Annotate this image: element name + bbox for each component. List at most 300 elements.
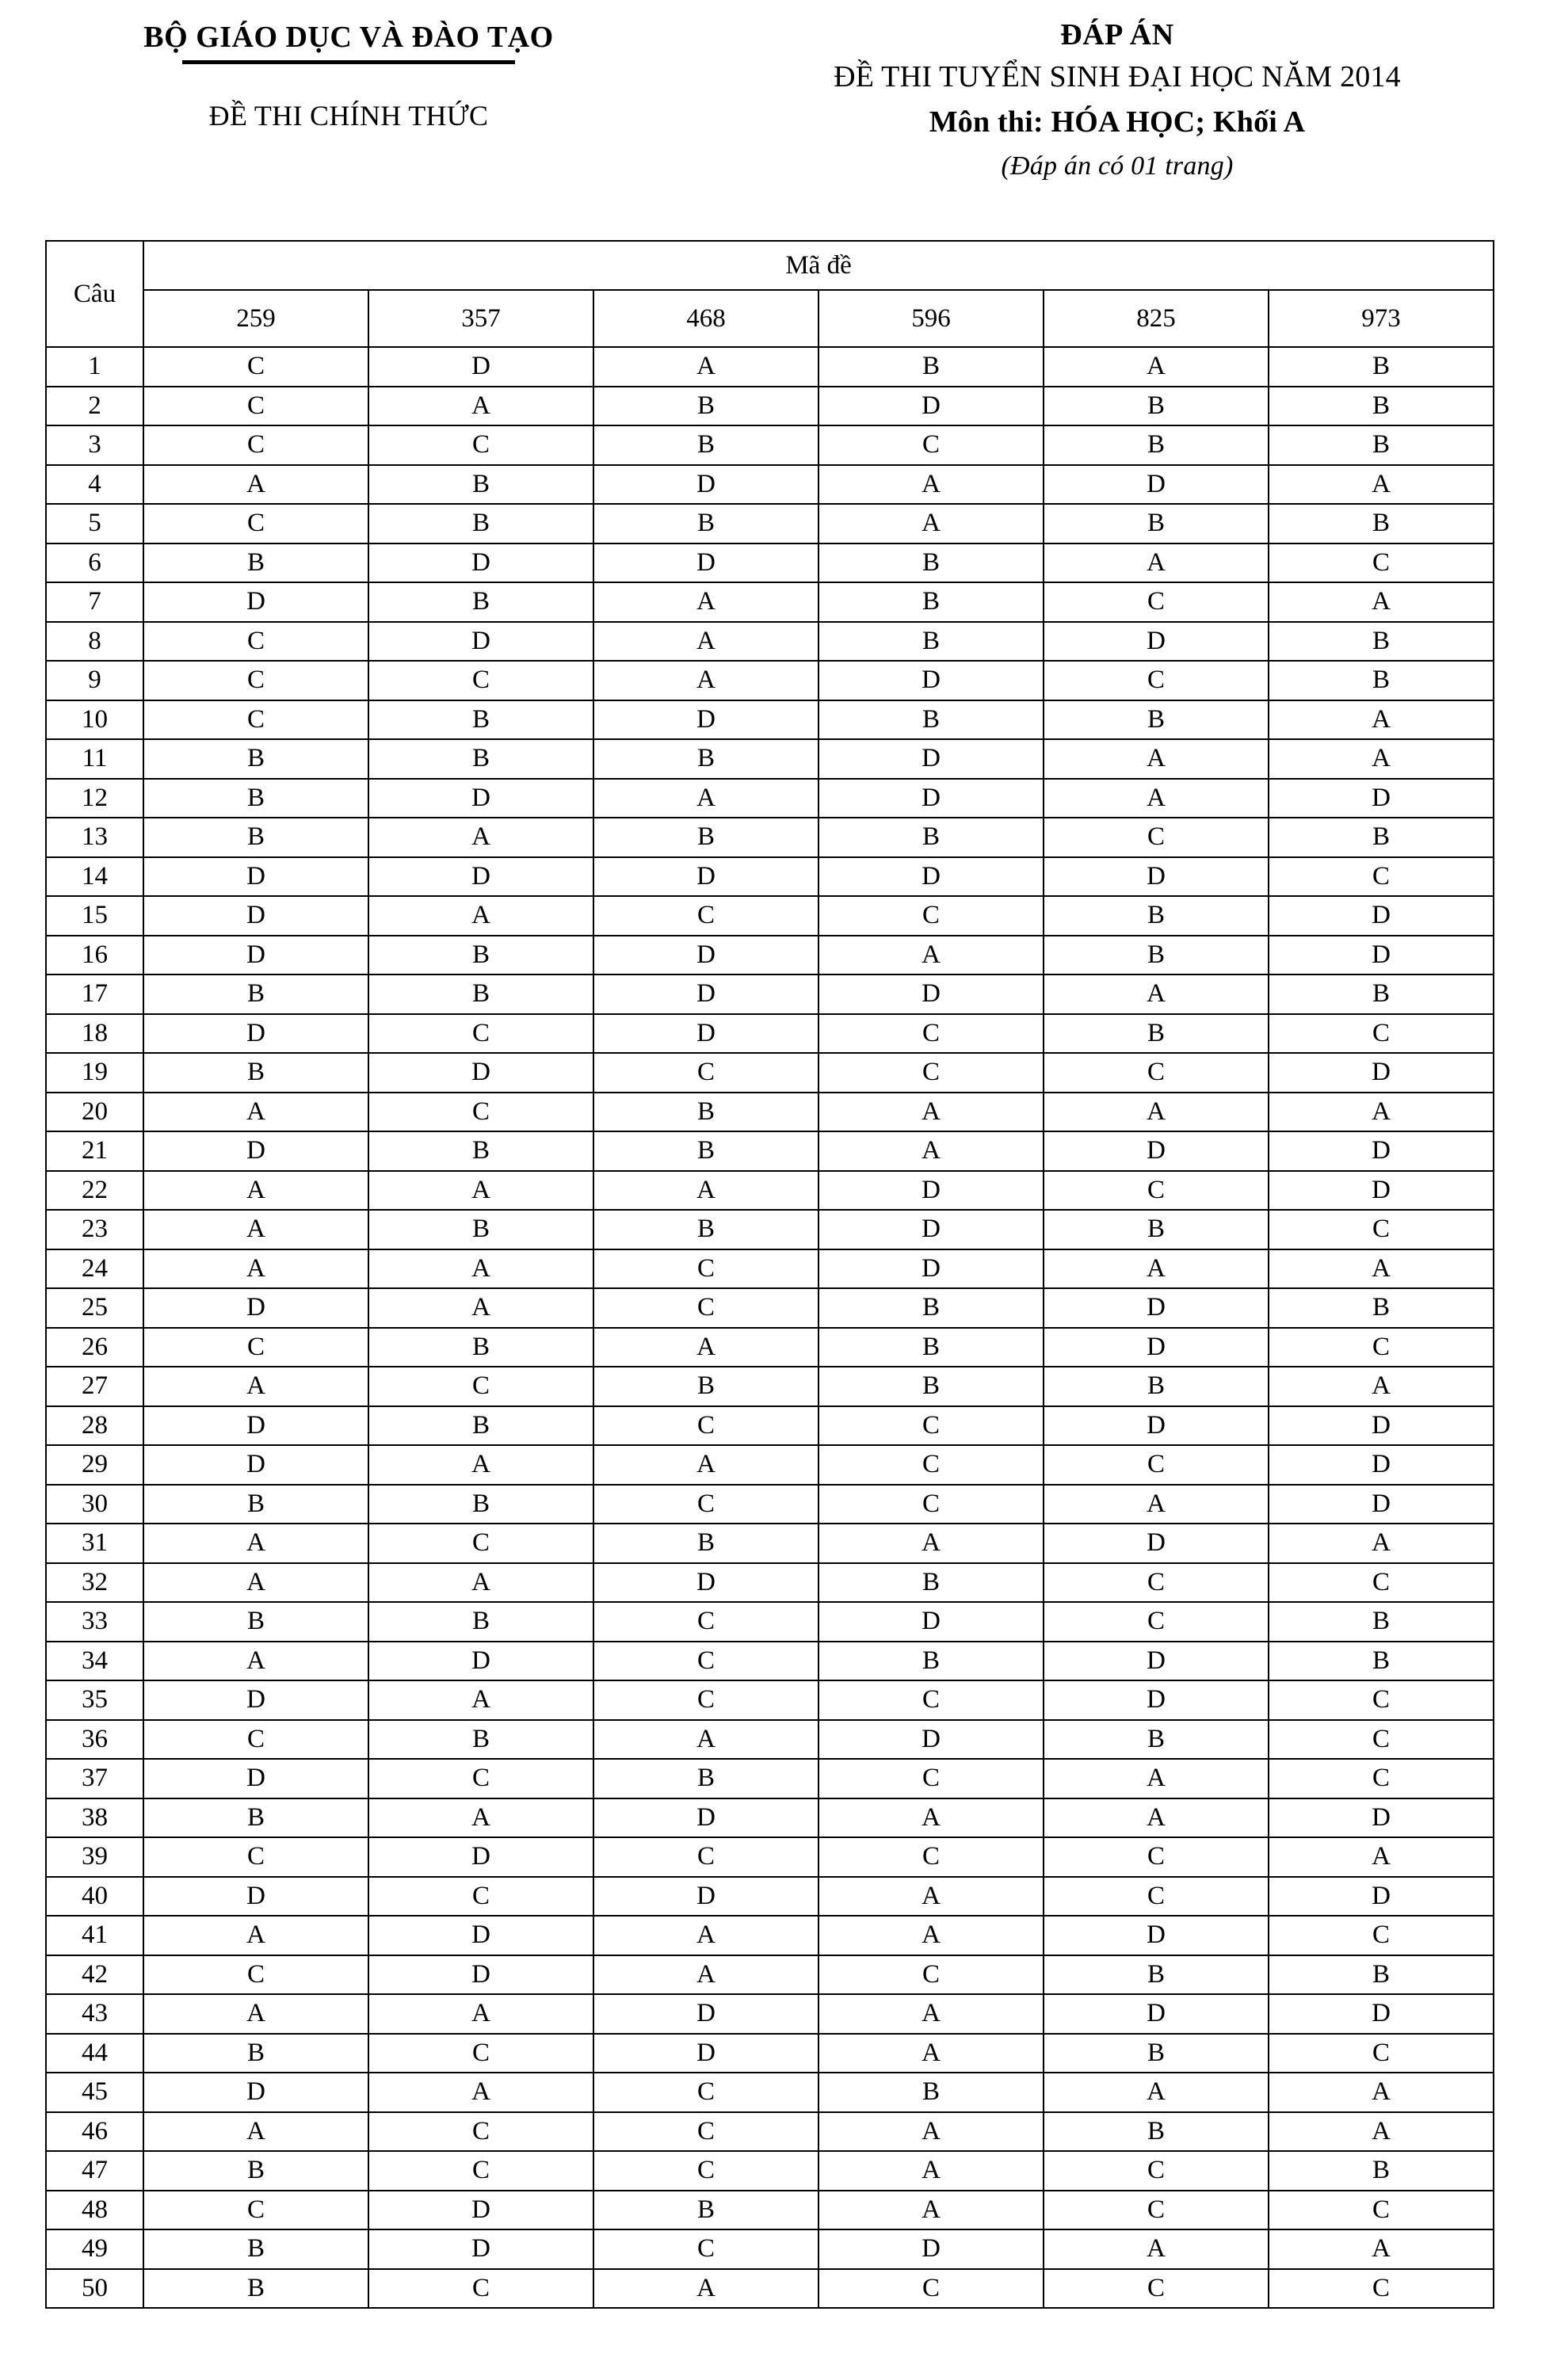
answer-cell: B (143, 1602, 368, 1642)
table-row (46, 347, 1494, 387)
answer-cell: D (368, 779, 593, 818)
answer-cell: C (593, 1602, 818, 1642)
answer-cell: C (368, 2112, 593, 2152)
answer-cell: B (143, 1798, 368, 1838)
answer-cell: A (143, 1093, 368, 1132)
question-number-cell: 14 (46, 857, 143, 897)
answer-cell: D (1044, 622, 1269, 662)
answer-cell: C (1269, 1680, 1494, 1720)
answer-cell: C (818, 1053, 1044, 1093)
question-number-cell: 32 (46, 1563, 143, 1603)
answer-cell: D (593, 857, 818, 897)
answer-cell: A (368, 1994, 593, 2034)
answer-cell: C (1044, 1563, 1269, 1603)
answer-cell: D (593, 975, 818, 1014)
answer-cell: C (143, 504, 368, 544)
answer-cell: B (368, 1406, 593, 1446)
answer-key-title: ĐÁP ÁN (1060, 18, 1174, 51)
answer-cell: D (368, 1053, 593, 1093)
table-row (46, 1485, 1494, 1524)
answer-cell: D (818, 661, 1044, 700)
answer-cell: D (368, 857, 593, 897)
answer-cell: A (368, 2073, 593, 2112)
table-row (46, 1680, 1494, 1720)
answer-cell: A (818, 1524, 1044, 1563)
answer-cell: C (368, 1093, 593, 1132)
answer-cell: C (593, 1837, 818, 1877)
question-number-cell: 11 (46, 739, 143, 779)
question-number-cell: 9 (46, 661, 143, 700)
answer-cell: A (368, 1798, 593, 1838)
answer-cell: C (143, 2191, 368, 2230)
answer-cell: B (143, 2269, 368, 2309)
table-row (46, 1563, 1494, 1603)
answer-cell: A (1269, 1524, 1494, 1563)
answer-cell: B (593, 818, 818, 857)
answer-cell: C (818, 1955, 1044, 1995)
table-row (46, 857, 1494, 897)
answer-cell: C (368, 2151, 593, 2191)
answer-cell: A (593, 582, 818, 622)
answer-cell: A (818, 1131, 1044, 1171)
answer-cell: A (143, 1210, 368, 1249)
table-row (46, 622, 1494, 662)
answer-cell: B (1269, 387, 1494, 426)
answer-cell: C (143, 1720, 368, 1760)
answer-cell: A (368, 896, 593, 936)
answer-cell: B (368, 465, 593, 505)
answer-cell: A (368, 1680, 593, 1720)
answer-cell: A (818, 1093, 1044, 1132)
header-cell-code-596: 596 (818, 290, 1044, 347)
answer-cell: C (143, 425, 368, 465)
answer-cell: D (143, 1759, 368, 1798)
answer-cell: D (593, 1798, 818, 1838)
answer-cell: C (1044, 818, 1269, 857)
answer-cell: C (1269, 2269, 1494, 2309)
answer-cell: C (818, 1759, 1044, 1798)
answer-cell: C (368, 1014, 593, 1054)
answer-cell: B (1044, 504, 1269, 544)
table-row (46, 2151, 1494, 2191)
table-row (46, 1837, 1494, 1877)
answer-cell: C (1044, 2151, 1269, 2191)
answer-cell: B (143, 779, 368, 818)
answer-cell: D (1269, 1131, 1494, 1171)
question-number-cell: 3 (46, 425, 143, 465)
answer-cell: D (1269, 1994, 1494, 2034)
answer-cell: C (143, 387, 368, 426)
answer-cell: B (1269, 975, 1494, 1014)
table-row (46, 1759, 1494, 1798)
answer-cell: A (1269, 700, 1494, 740)
answer-cell: B (818, 2073, 1044, 2112)
question-number-cell: 37 (46, 1759, 143, 1798)
answer-cell: B (368, 975, 593, 1014)
answer-cell: A (143, 1994, 368, 2034)
header-right-block (697, 14, 1537, 181)
answer-cell: B (593, 1524, 818, 1563)
answer-cell: B (1044, 1720, 1269, 1760)
answer-cell: A (143, 1563, 368, 1603)
answer-cell: B (143, 544, 368, 583)
answer-cell: D (593, 1877, 818, 1917)
question-number-cell: 36 (46, 1720, 143, 1760)
answer-cell: D (368, 347, 593, 387)
answer-cell: C (593, 896, 818, 936)
answer-cell: A (1044, 1093, 1269, 1132)
question-number-cell: 24 (46, 1249, 143, 1289)
table-row (46, 1093, 1494, 1132)
header-cell-code-357: 357 (368, 290, 593, 347)
answer-key-table (45, 240, 1494, 2309)
answer-cell: B (593, 2191, 818, 2230)
answer-cell: C (1269, 857, 1494, 897)
answer-cell: C (143, 661, 368, 700)
table-row (46, 504, 1494, 544)
answer-cell: A (1044, 1249, 1269, 1289)
answer-cell: A (143, 2112, 368, 2152)
answer-cell: D (1269, 1485, 1494, 1524)
table-row (46, 1445, 1494, 1485)
answer-cell: B (818, 347, 1044, 387)
answer-cell: A (818, 1916, 1044, 1955)
answer-cell: B (1269, 661, 1494, 700)
answer-cell: D (818, 857, 1044, 897)
answer-cell: C (593, 1680, 818, 1720)
question-number-cell: 39 (46, 1837, 143, 1877)
answer-cell: D (143, 1288, 368, 1328)
answer-cell: B (1044, 1955, 1269, 1995)
answer-cell: A (1269, 2073, 1494, 2112)
table-head (46, 241, 1494, 347)
answer-cell: C (593, 2073, 818, 2112)
answer-cell: D (1044, 1406, 1269, 1446)
answer-cell: D (143, 1877, 368, 1917)
answer-cell: A (818, 1877, 1044, 1917)
answer-cell: D (593, 465, 818, 505)
header-cell-code-825: 825 (1044, 290, 1269, 347)
answer-cell: D (1044, 465, 1269, 505)
question-number-cell: 49 (46, 2229, 143, 2269)
answer-cell: B (1269, 1288, 1494, 1328)
answer-cell: B (1269, 504, 1494, 544)
answer-cell: D (368, 544, 593, 583)
subject-line: Môn thi: HÓA HỌC; Khối A (929, 105, 1306, 139)
answer-cell: A (143, 1367, 368, 1406)
answer-cell: A (1044, 739, 1269, 779)
answer-cell: C (1044, 1053, 1269, 1093)
answer-cell: B (593, 1210, 818, 1249)
answer-cell: D (818, 1720, 1044, 1760)
answer-cell: A (368, 1563, 593, 1603)
answer-cell: B (1044, 700, 1269, 740)
question-number-cell: 7 (46, 582, 143, 622)
answer-cell: A (143, 465, 368, 505)
answer-cell: C (1269, 2034, 1494, 2073)
table-row (46, 700, 1494, 740)
answer-cell: B (368, 1485, 593, 1524)
answer-cell: B (1044, 2112, 1269, 2152)
question-number-cell: 15 (46, 896, 143, 936)
official-exam-label: ĐỀ THI CHÍNH THỨC (208, 99, 489, 132)
table-row (46, 2269, 1494, 2309)
answer-cell: B (818, 700, 1044, 740)
ministry-underline-rule (182, 60, 515, 64)
answer-cell: B (593, 1759, 818, 1798)
answer-cell: D (818, 1249, 1044, 1289)
answer-cell: C (368, 2034, 593, 2073)
answer-cell: B (143, 975, 368, 1014)
answer-cell: A (1044, 347, 1269, 387)
answer-cell: B (1269, 1955, 1494, 1995)
table-row (46, 1602, 1494, 1642)
answer-cell: B (368, 582, 593, 622)
table-row (46, 1798, 1494, 1838)
answer-cell: A (1044, 1798, 1269, 1838)
answer-cell: B (1269, 425, 1494, 465)
table-row (46, 975, 1494, 1014)
answer-cell: A (593, 347, 818, 387)
question-number-cell: 22 (46, 1171, 143, 1211)
answer-cell: C (818, 2269, 1044, 2309)
answer-cell: B (143, 1053, 368, 1093)
answer-cell: D (143, 857, 368, 897)
answer-cell: A (818, 465, 1044, 505)
table-row (46, 1014, 1494, 1054)
answer-cell: C (1044, 1171, 1269, 1211)
answer-cell: A (368, 1249, 593, 1289)
answer-cell: A (143, 1524, 368, 1563)
answer-cell: D (593, 700, 818, 740)
answer-cell: D (1269, 1798, 1494, 1838)
question-number-cell: 33 (46, 1602, 143, 1642)
answer-cell: C (1044, 1602, 1269, 1642)
answer-cell: B (593, 425, 818, 465)
question-number-cell: 38 (46, 1798, 143, 1838)
answer-cell: C (593, 1053, 818, 1093)
answer-cell: D (1269, 896, 1494, 936)
table-row (46, 2229, 1494, 2269)
question-number-cell: 12 (46, 779, 143, 818)
answer-cell: B (818, 544, 1044, 583)
answer-cell: C (143, 700, 368, 740)
question-number-cell: 23 (46, 1210, 143, 1249)
table-row (46, 1053, 1494, 1093)
question-number-cell: 41 (46, 1916, 143, 1955)
question-number-cell: 46 (46, 2112, 143, 2152)
answer-cell: D (593, 2034, 818, 2073)
answer-cell: C (593, 1485, 818, 1524)
question-number-cell: 8 (46, 622, 143, 662)
header-cell-question: Câu (46, 241, 143, 347)
answer-cell: A (368, 1288, 593, 1328)
answer-cell: B (818, 1642, 1044, 1681)
answer-cell: C (818, 1837, 1044, 1877)
answer-cell: A (1269, 1249, 1494, 1289)
answer-cell: C (1269, 544, 1494, 583)
answer-cell: B (593, 387, 818, 426)
answer-cell: B (593, 739, 818, 779)
answer-cell: C (593, 1288, 818, 1328)
question-number-cell: 45 (46, 2073, 143, 2112)
question-number-cell: 47 (46, 2151, 143, 2191)
answer-cell: C (818, 1445, 1044, 1485)
answer-cell: D (143, 1406, 368, 1446)
answer-cell: D (818, 779, 1044, 818)
answer-cell: D (1044, 1328, 1269, 1367)
question-number-cell: 42 (46, 1955, 143, 1995)
answer-cell: D (1044, 1916, 1269, 1955)
answer-cell: D (593, 1994, 818, 2034)
answer-cell: A (143, 1249, 368, 1289)
question-number-cell: 29 (46, 1445, 143, 1485)
table-row (46, 2073, 1494, 2112)
answer-cell: D (143, 582, 368, 622)
ministry-name: BỘ GIÁO DỤC VÀ ĐÀO TẠO (143, 21, 554, 54)
answer-cell: D (1044, 857, 1269, 897)
answer-cell: D (1044, 1680, 1269, 1720)
answer-cell: B (1269, 1642, 1494, 1681)
question-number-cell: 25 (46, 1288, 143, 1328)
answer-cell: C (368, 2269, 593, 2309)
answer-cell: B (143, 818, 368, 857)
answer-cell: C (593, 2151, 818, 2191)
answer-cell: B (818, 582, 1044, 622)
answer-cell: B (1269, 2151, 1494, 2191)
answer-cell: B (368, 504, 593, 544)
exam-title: ĐỀ THI TUYỂN SINH ĐẠI HỌC NĂM 2014 (834, 59, 1401, 93)
answer-cell: C (1044, 1837, 1269, 1877)
question-number-cell: 28 (46, 1406, 143, 1446)
answer-cell: B (368, 1210, 593, 1249)
question-number-cell: 18 (46, 1014, 143, 1054)
answer-cell: B (368, 1131, 593, 1171)
answer-cell: C (1044, 1877, 1269, 1917)
question-number-cell: 31 (46, 1524, 143, 1563)
question-number-cell: 21 (46, 1131, 143, 1171)
answer-cell: D (143, 896, 368, 936)
answer-cell: A (1269, 1837, 1494, 1877)
answer-cell: A (143, 1642, 368, 1681)
answer-cell: C (593, 2229, 818, 2269)
question-number-cell: 2 (46, 387, 143, 426)
question-number-cell: 16 (46, 936, 143, 975)
answer-cell: D (368, 1955, 593, 1995)
question-number-cell: 6 (46, 544, 143, 583)
question-number-cell: 44 (46, 2034, 143, 2073)
table-row (46, 1955, 1494, 1995)
table-row (46, 544, 1494, 583)
table-row (46, 1524, 1494, 1563)
table-row (46, 2034, 1494, 2073)
answer-cell: D (368, 2191, 593, 2230)
table-row (46, 1367, 1494, 1406)
answer-cell: C (593, 2112, 818, 2152)
answer-cell: B (368, 936, 593, 975)
answer-cell: B (818, 622, 1044, 662)
answer-cell: A (818, 2112, 1044, 2152)
header-cell-exam-code-group: Mã đề (143, 241, 1494, 290)
question-number-cell: 19 (46, 1053, 143, 1093)
answer-cell: A (818, 936, 1044, 975)
question-number-cell: 34 (46, 1642, 143, 1681)
answer-cell: B (143, 2229, 368, 2269)
answer-cell: A (593, 1916, 818, 1955)
answer-cell: D (1044, 1524, 1269, 1563)
answer-cell: B (593, 1131, 818, 1171)
answer-cell: A (1269, 739, 1494, 779)
answer-cell: B (1044, 896, 1269, 936)
question-number-cell: 26 (46, 1328, 143, 1367)
table-row (46, 1131, 1494, 1171)
table-row (46, 465, 1494, 505)
answer-cell: B (1269, 622, 1494, 662)
answer-cell: C (1269, 1720, 1494, 1760)
answer-cell: C (368, 1524, 593, 1563)
table-header-row-codes (46, 290, 1494, 347)
answer-cell: A (368, 1171, 593, 1211)
answer-cell: D (818, 975, 1044, 1014)
table-row (46, 1249, 1494, 1289)
answer-cell: C (1269, 2191, 1494, 2230)
answer-cell: A (368, 818, 593, 857)
answer-cell: D (1269, 1406, 1494, 1446)
table-row (46, 779, 1494, 818)
answer-cell: C (593, 1406, 818, 1446)
answer-cell: C (818, 896, 1044, 936)
answer-cell: A (1269, 465, 1494, 505)
question-number-cell: 17 (46, 975, 143, 1014)
answer-cell: C (368, 1877, 593, 1917)
answer-cell: C (1044, 2269, 1269, 2309)
answer-cell: D (1044, 1642, 1269, 1681)
page-count-note: (Đáp án có 01 trang) (1001, 151, 1234, 181)
answer-cell: A (1269, 582, 1494, 622)
answer-cell: A (1269, 1093, 1494, 1132)
answer-key-table-container (45, 240, 1493, 2309)
question-number-cell: 40 (46, 1877, 143, 1917)
answer-cell: A (368, 1445, 593, 1485)
answer-cell: D (1044, 1288, 1269, 1328)
answer-cell: C (143, 1328, 368, 1367)
answer-cell: A (1269, 2229, 1494, 2269)
answer-cell: C (1044, 1445, 1269, 1485)
answer-cell: D (143, 1445, 368, 1485)
answer-cell: D (818, 739, 1044, 779)
answer-cell: D (143, 936, 368, 975)
answer-cell: A (593, 661, 818, 700)
answer-cell: B (368, 1720, 593, 1760)
table-header-row-group (46, 241, 1494, 290)
answer-cell: B (818, 818, 1044, 857)
answer-cell: B (368, 700, 593, 740)
header-cell-code-259: 259 (143, 290, 368, 347)
answer-cell: D (143, 1131, 368, 1171)
answer-cell: D (593, 936, 818, 975)
answer-cell: B (1044, 425, 1269, 465)
question-number-cell: 30 (46, 1485, 143, 1524)
table-row (46, 1916, 1494, 1955)
answer-cell: C (818, 1014, 1044, 1054)
answer-cell: A (1044, 2073, 1269, 2112)
answer-cell: D (593, 1014, 818, 1054)
answer-cell: D (368, 1837, 593, 1877)
answer-cell: B (593, 1367, 818, 1406)
answer-cell: C (143, 347, 368, 387)
table-row (46, 1210, 1494, 1249)
answer-cell: A (143, 1171, 368, 1211)
